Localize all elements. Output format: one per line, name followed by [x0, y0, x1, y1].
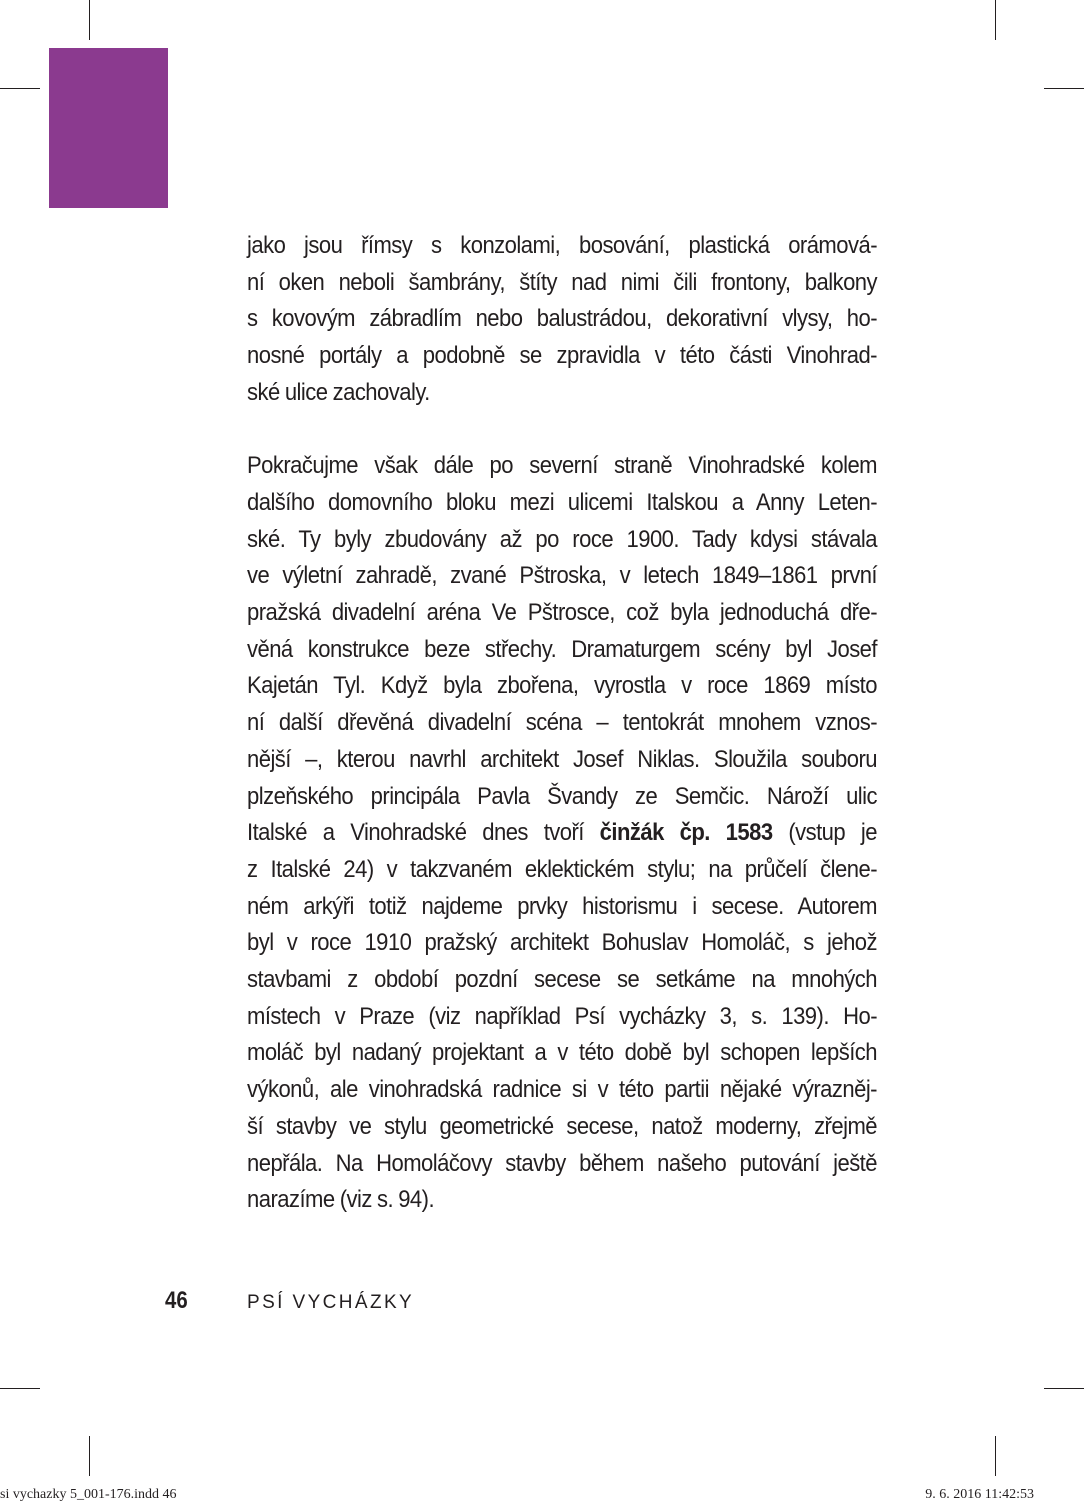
page-footer — [165, 1287, 414, 1317]
crop-mark-top-right — [995, 0, 996, 40]
text-line: z Italské 24) v takzvaném eklektickém stylu; na průčelí člene- — [247, 855, 877, 883]
crop-mark-bottom-left — [89, 1436, 90, 1476]
text-line: výkonů, ale vinohradská radnice si v této partii nějaké výrazněj- — [247, 1076, 877, 1104]
crop-mark-bottom-right — [995, 1436, 996, 1476]
crop-mark-top-left-h — [0, 88, 40, 89]
text-line-with-bold — [247, 815, 877, 852]
text-line: Pokračujme však dále po severní straně Vinohradské kolem — [247, 452, 877, 480]
chapter-color-block — [49, 48, 168, 208]
crop-mark-bottom-right-h — [1044, 1388, 1084, 1389]
text-line: ší stavby ve stylu geometrické secese, natož moderny, zřejmě — [247, 1112, 877, 1140]
text-line: nosné portály a podobně se zpravidla v této části Vinohrad- — [247, 342, 877, 370]
text-line: nější –, kterou navrhl architekt Josef Niklas. Sloužila souboru — [247, 745, 877, 773]
text-line: ve výletní zahradě, zvané Pštroska, v letech 1849–1861 první — [247, 562, 877, 590]
text-line: jako jsou římsy s konzolami, bosování, plastická orámová- — [247, 232, 877, 259]
text-line: stavbami z období pozdní secese se setkáme na mnohých — [247, 966, 877, 994]
text-line: dalšího domovního bloku mezi ulicemi Italskou a Anny Leten- — [247, 488, 877, 516]
text-line: ské. Ty byly zbudovány až po roce 1900. Tady kdysi stávala — [247, 525, 877, 553]
text-line: narazíme (viz s. 94). — [247, 1186, 435, 1214]
page-number: 46 — [165, 1287, 188, 1314]
building-highlight: činžák čp. 1583 — [599, 819, 773, 847]
text-line: byl v roce 1910 pražský architekt Bohuslav Homoláč, s jehož — [247, 929, 877, 957]
text-line: s kovovým zábradlím nebo balustrádou, dekorativní vlysy, ho- — [247, 305, 877, 333]
body-text — [247, 228, 877, 1219]
paragraph-2 — [247, 448, 877, 1219]
paragraph-1 — [247, 228, 877, 412]
text-line: ské ulice zachovaly. — [247, 378, 430, 406]
text-line: nepřála. Na Homoláčovy stavby během našeho putování ještě — [247, 1149, 877, 1177]
text-line: věná konstrukce beze střechy. Dramaturgem scény byl Josef — [247, 635, 877, 663]
text-line: ní další dřevěná divadelní scéna – tentokrát mnohem vznos- — [247, 709, 877, 737]
text-segment: (vstup je — [772, 819, 877, 847]
running-title: PSÍ VYCHÁZKY — [247, 1292, 415, 1313]
slug-datetime: 9. 6. 2016 11:42:53 — [925, 1487, 1034, 1502]
text-line: místech v Praze (viz například Psí vycházky 3, s. 139). Ho- — [247, 1002, 877, 1030]
text-line: ném arkýři totiž najdeme prvky historismu i secese. Autorem — [247, 892, 877, 920]
crop-mark-bottom-left-h — [0, 1388, 40, 1389]
text-line: plzeňského principála Pavla Švandy ze Semčic. Nároží ulic — [247, 782, 877, 810]
text-line: ní oken neboli šambrány, štíty nad nimi čili frontony, balkony — [247, 268, 877, 296]
crop-mark-top-left — [89, 0, 90, 40]
text-line: Kajetán Tyl. Když byla zbořena, vyrostla v roce 1869 místo — [247, 672, 877, 700]
text-line: pražská divadelní aréna Ve Pštrosce, což byla jednoduchá dře- — [247, 599, 877, 627]
text-segment: Italské a Vinohradské dnes tvoří — [247, 819, 600, 847]
crop-mark-top-right-h — [1044, 88, 1084, 89]
text-line: moláč byl nadaný projektant a v této době byl schopen lepších — [247, 1039, 877, 1067]
slug-filename: si vychazky 5_001-176.indd 46 — [0, 1487, 177, 1502]
